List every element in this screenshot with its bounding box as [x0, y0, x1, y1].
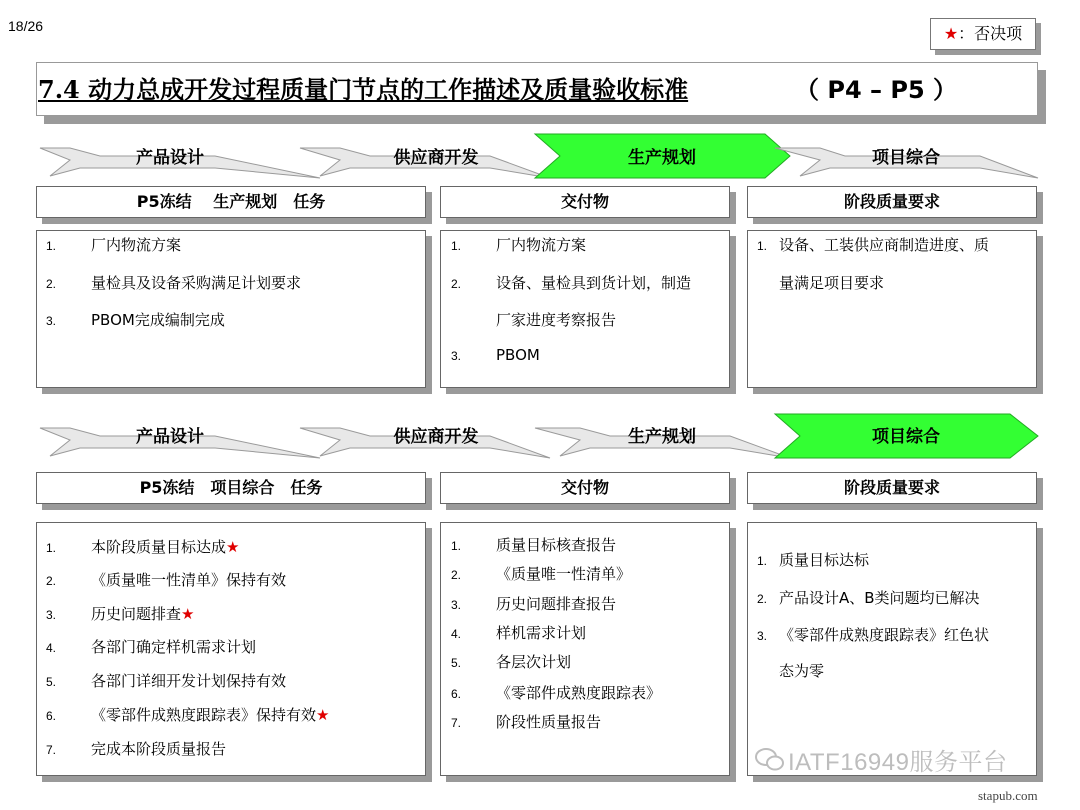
page-number: 18/26	[8, 18, 44, 34]
stage-label-product-design: 产品设计	[136, 427, 204, 447]
list-item: 1. 质量目标达标	[757, 551, 870, 569]
star-icon: ★	[226, 538, 240, 556]
stage-label-product-design: 产品设计	[136, 148, 204, 168]
list-item: 态为零	[779, 662, 825, 680]
list-item: 3. 历史问题排查★	[46, 605, 195, 623]
list-item: 5. 各层次计划	[451, 653, 572, 671]
section2-deliverables-panel	[440, 522, 730, 776]
star-icon: ★	[943, 24, 959, 43]
list-item: 4. 样机需求计划	[451, 624, 587, 642]
list-item: 2. 《质量唯一性清单》	[451, 565, 632, 583]
list-item: 6. 《零部件成熟度跟踪表》	[451, 684, 662, 702]
star-icon: ★	[316, 706, 330, 724]
wechat-icon	[755, 747, 785, 773]
stage-label-project-integration: 项目综合	[872, 427, 940, 447]
stage-label-supplier-dev: 供应商开发	[393, 148, 479, 168]
section2-deliverables-header: 交付物	[440, 472, 730, 504]
watermark-text: IATF16949服务平台	[788, 749, 1008, 776]
legend-box	[930, 18, 1036, 50]
list-item: 1. 本阶段质量目标达成★	[46, 538, 240, 556]
stage-label-production-planning: 生产规划	[628, 427, 696, 447]
section1-quality-header: 阶段质量要求	[747, 186, 1037, 218]
list-item: 2. 《质量唯一性清单》保持有效	[46, 571, 287, 589]
list-item: 2. 产品设计A、B类问题均已解决	[757, 589, 980, 607]
list-item: 1. 厂内物流方案	[451, 236, 587, 254]
stage-label-project-integration: 项目综合	[872, 148, 940, 168]
list-item: 2. 设备、量检具到货计划，制造	[451, 274, 692, 292]
list-item: 1. 质量目标核查报告	[451, 536, 617, 554]
title-phase-range: （ P4 – P5 ）	[795, 76, 957, 104]
page-title: 7.4 动力总成开发过程质量门节点的工作描述及质量验收标准	[38, 75, 689, 104]
stage-label-supplier-dev: 供应商开发	[393, 427, 479, 447]
list-item: 6. 《零部件成熟度跟踪表》保持有效★	[46, 706, 330, 724]
section1-tasks-header: P5冻结 生产规划 任务	[36, 186, 426, 218]
list-item: 量满足项目要求	[779, 274, 885, 292]
list-item: 7. 阶段性质量报告	[451, 713, 602, 731]
section2-quality-header: 阶段质量要求	[747, 472, 1037, 504]
list-item: 7. 完成本阶段质量报告	[46, 740, 227, 758]
stage-label-production-planning: 生产规划	[628, 148, 696, 168]
legend-label: ：否决项	[958, 24, 1023, 43]
section1-deliverables-header: 交付物	[440, 186, 730, 218]
list-item: 3. 历史问题排查报告	[451, 595, 617, 613]
star-icon: ★	[181, 605, 195, 623]
list-item: 5. 各部门详细开发计划保持有效	[46, 672, 287, 690]
list-item: 3. PBOM	[451, 346, 540, 364]
site-watermark: stapub.com	[978, 788, 1038, 803]
list-item: 3. 《零部件成熟度跟踪表》红色状	[757, 626, 990, 644]
list-item: 2. 量检具及设备采购满足计划要求	[46, 274, 302, 292]
list-item: 1. 厂内物流方案	[46, 236, 182, 254]
list-item: 1. 设备、工装供应商制造进度、质	[757, 236, 990, 254]
section2-tasks-header: P5冻结 项目综合 任务	[36, 472, 426, 504]
list-item: 厂家进度考察报告	[496, 311, 617, 329]
list-item: 4. 各部门确定样机需求计划	[46, 638, 257, 656]
list-item: 3. PBOM完成编制完成	[46, 311, 225, 329]
